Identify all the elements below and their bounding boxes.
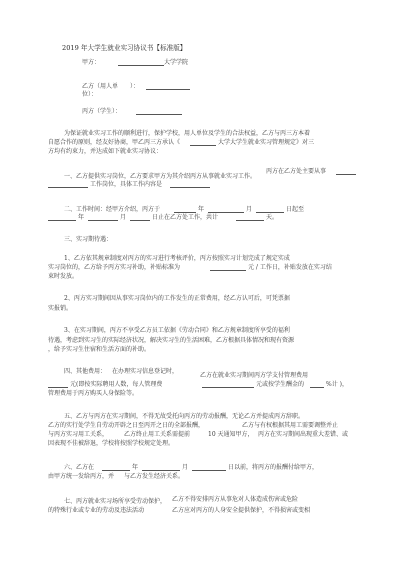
clause-5-line-2: 乙方的实行处学生自劳动开辟之日至丙开之日的全部报酬， (48, 422, 205, 429)
party-c-label: 丙方（学生）： (82, 108, 122, 115)
clause-4-line-1c: 乙方在就业实习期间丙方学支付管理费用 (200, 372, 309, 379)
clause-4-line-2: 元(即按实际聘用人数，每人管理费 (70, 381, 163, 388)
clause-5-line-3: 与丙方实习用工关系， (48, 431, 109, 438)
clause-2-month-blank (208, 206, 244, 213)
party-a-blank (118, 59, 164, 66)
clause-6-day-blank (192, 464, 226, 471)
clause-1-blank-a (336, 168, 356, 175)
clause-3-3-line-3: ，给予实习生住宿和生活方面的补助。 (48, 346, 151, 353)
intro-line-2: 自愿合作的原则，经友好协商，甲乙丙三方承认《 (48, 139, 181, 146)
intro-line-2b: 大学大学生就业实习管理规定》对三 (218, 139, 315, 146)
clause-2-day2-blank (130, 214, 150, 221)
clause-1-blank-c (170, 181, 210, 188)
clause-7-line-1b: 乙方不得安排丙方从事危对人体造成伤害或危险 (172, 496, 299, 503)
clause-2-month: 月 (246, 206, 253, 213)
clause-2-to: 日起至 (286, 206, 305, 213)
clause-4-blank-a (48, 381, 68, 388)
clause-2-year2: 年 (78, 214, 85, 221)
clause-4-blank-c (310, 381, 324, 388)
clause-4-line-3: 管理费用于丙方购买人身保险等。 (48, 390, 139, 397)
clause-4-line-1: 四、其他费用： (64, 368, 107, 375)
clause-4-line-1b: 在办理实习信息登记时， (112, 368, 179, 375)
clause-5-line-1: 五、乙方与丙方在实习期间，不得无故受托向丙方的劳动报酬，无论乙方并提成丙方辞职。 (64, 413, 305, 420)
clause-2-year-blank (174, 206, 196, 213)
clause-1-c: 工作岗位，具体工作内容是 (90, 181, 163, 188)
clause-2-year2-blank (48, 214, 76, 221)
clause-2-day-blank (256, 206, 284, 213)
clause-3-1-line-3: 束时发放。 (48, 273, 79, 280)
clause-3-1-line-2: 实习岗位的，乙方给予丙方实习补助，补贴标准为 (48, 264, 181, 271)
clause-6-year: 年 (132, 464, 139, 471)
party-c-blank (136, 108, 182, 115)
clause-2-unit: 天。 (266, 214, 279, 221)
clause-2-prefix: 二、工作时间：经甲方介绍，丙方于 (64, 206, 161, 213)
clause-1-blank-b (48, 181, 88, 188)
clause-3-1-line-2b: 元 / 工作日，补贴发放在实习结 (248, 264, 332, 271)
clause-6-line-2: 由甲方统一发给丙方，并 (48, 473, 115, 480)
clause-3-1-blank (210, 264, 246, 271)
party-a-value: 大学学院 (164, 59, 189, 66)
clause-7-line-2: 的特殊行业或专业的劳动及违法活动 (48, 507, 145, 514)
clause-4-blank-b (202, 381, 254, 388)
document-title: 2019 年大学生就业实习协议书【标准版】 (62, 44, 187, 52)
clause-5-line-2b: 乙方与有权根据其用工需要调整并止 (242, 422, 339, 429)
clause-6-line-2b: 与乙方发生经济关系。 (124, 473, 185, 480)
clause-3-2-line-2: 实报销。 (48, 305, 73, 312)
clause-2-end: 日止在乙方处工作，共计 (152, 214, 219, 221)
clause-6-line-1: 六、乙方在 (64, 464, 95, 471)
party-b-label: 乙方（用人单 (82, 83, 119, 90)
clause-3-3-line-1: 3、在实习期间，丙方不享受乙方员工依据《劳动合同》和乙方规章制度所享受的福利 (64, 327, 290, 334)
clause-6-year-blank (102, 464, 130, 471)
clause-2-month2-blank (88, 214, 118, 221)
clause-6-line-1b: 日以前，将丙方的报酬付给甲方， (228, 464, 319, 471)
clause-7-line-2b: 乙方应对丙方的人身安全提供保护，不得损害或变相 (172, 507, 311, 514)
party-a-label: 甲方： (82, 59, 101, 66)
party-b-tail: ）： (130, 83, 140, 90)
clause-2-month2: 月 (120, 214, 127, 221)
party-b-blank (146, 83, 190, 90)
clause-7-line-1: 七、丙方就业实习场所享受劳动保护， (64, 498, 167, 505)
clause-1-b: 丙方在乙方处主要从事 (266, 168, 327, 175)
clause-3-2-line-1: 2、丙方实习期间因从事实习岗位内的工作发生的正常费用，经乙方认可后，可凭票据 (64, 295, 290, 302)
intro-blank (190, 139, 216, 146)
clause-3-1-line-1: 1、乙方依其规章制度对丙方的实习进行考核评价，丙方按照实习计划完成了规定实成 (64, 255, 290, 262)
clause-5-line-3b: 乙方终止用工关系需提前 (124, 431, 191, 438)
clause-6-month: 月 (182, 464, 189, 471)
clause-4-line-2b: 元或按学生酬金的 (256, 381, 305, 388)
clause-5-line-3c: 10 天通知甲方， (208, 431, 254, 438)
clause-5-line-4: 因表现不佳被辞退，学校将按照学校规定处理。 (48, 440, 175, 447)
clause-3-heading: 三、实习期待遇： (64, 236, 113, 243)
clause-3-3-line-2: 待遇，考虑到实习生的实际经济状况，解决实习生的生活困难，乙方根据具体情况和现有资源 (48, 337, 295, 344)
clause-6-month-blank (142, 464, 180, 471)
clause-5-line-3d: 丙方在实习期间出现重大差错、或 (258, 431, 349, 438)
clause-2-year: 年 (198, 206, 205, 213)
clause-1-a: 一、乙方提供实习岗位，乙方要求甲方为其介绍丙方从事就业实习工作。 (64, 173, 257, 180)
party-b-label-2: 位）： (82, 91, 98, 98)
clause-4-line-2c: %计 )， (326, 381, 348, 388)
intro-line-3: 方均有约束力，并达成如下就业实习协议： (48, 148, 163, 155)
intro-line-1: 为保证就业实习工作的顺利进行，保护学校，用人单位及学生的合法权益，乙方与丙三方本着 (64, 130, 311, 137)
clause-2-days-blank (236, 214, 264, 221)
